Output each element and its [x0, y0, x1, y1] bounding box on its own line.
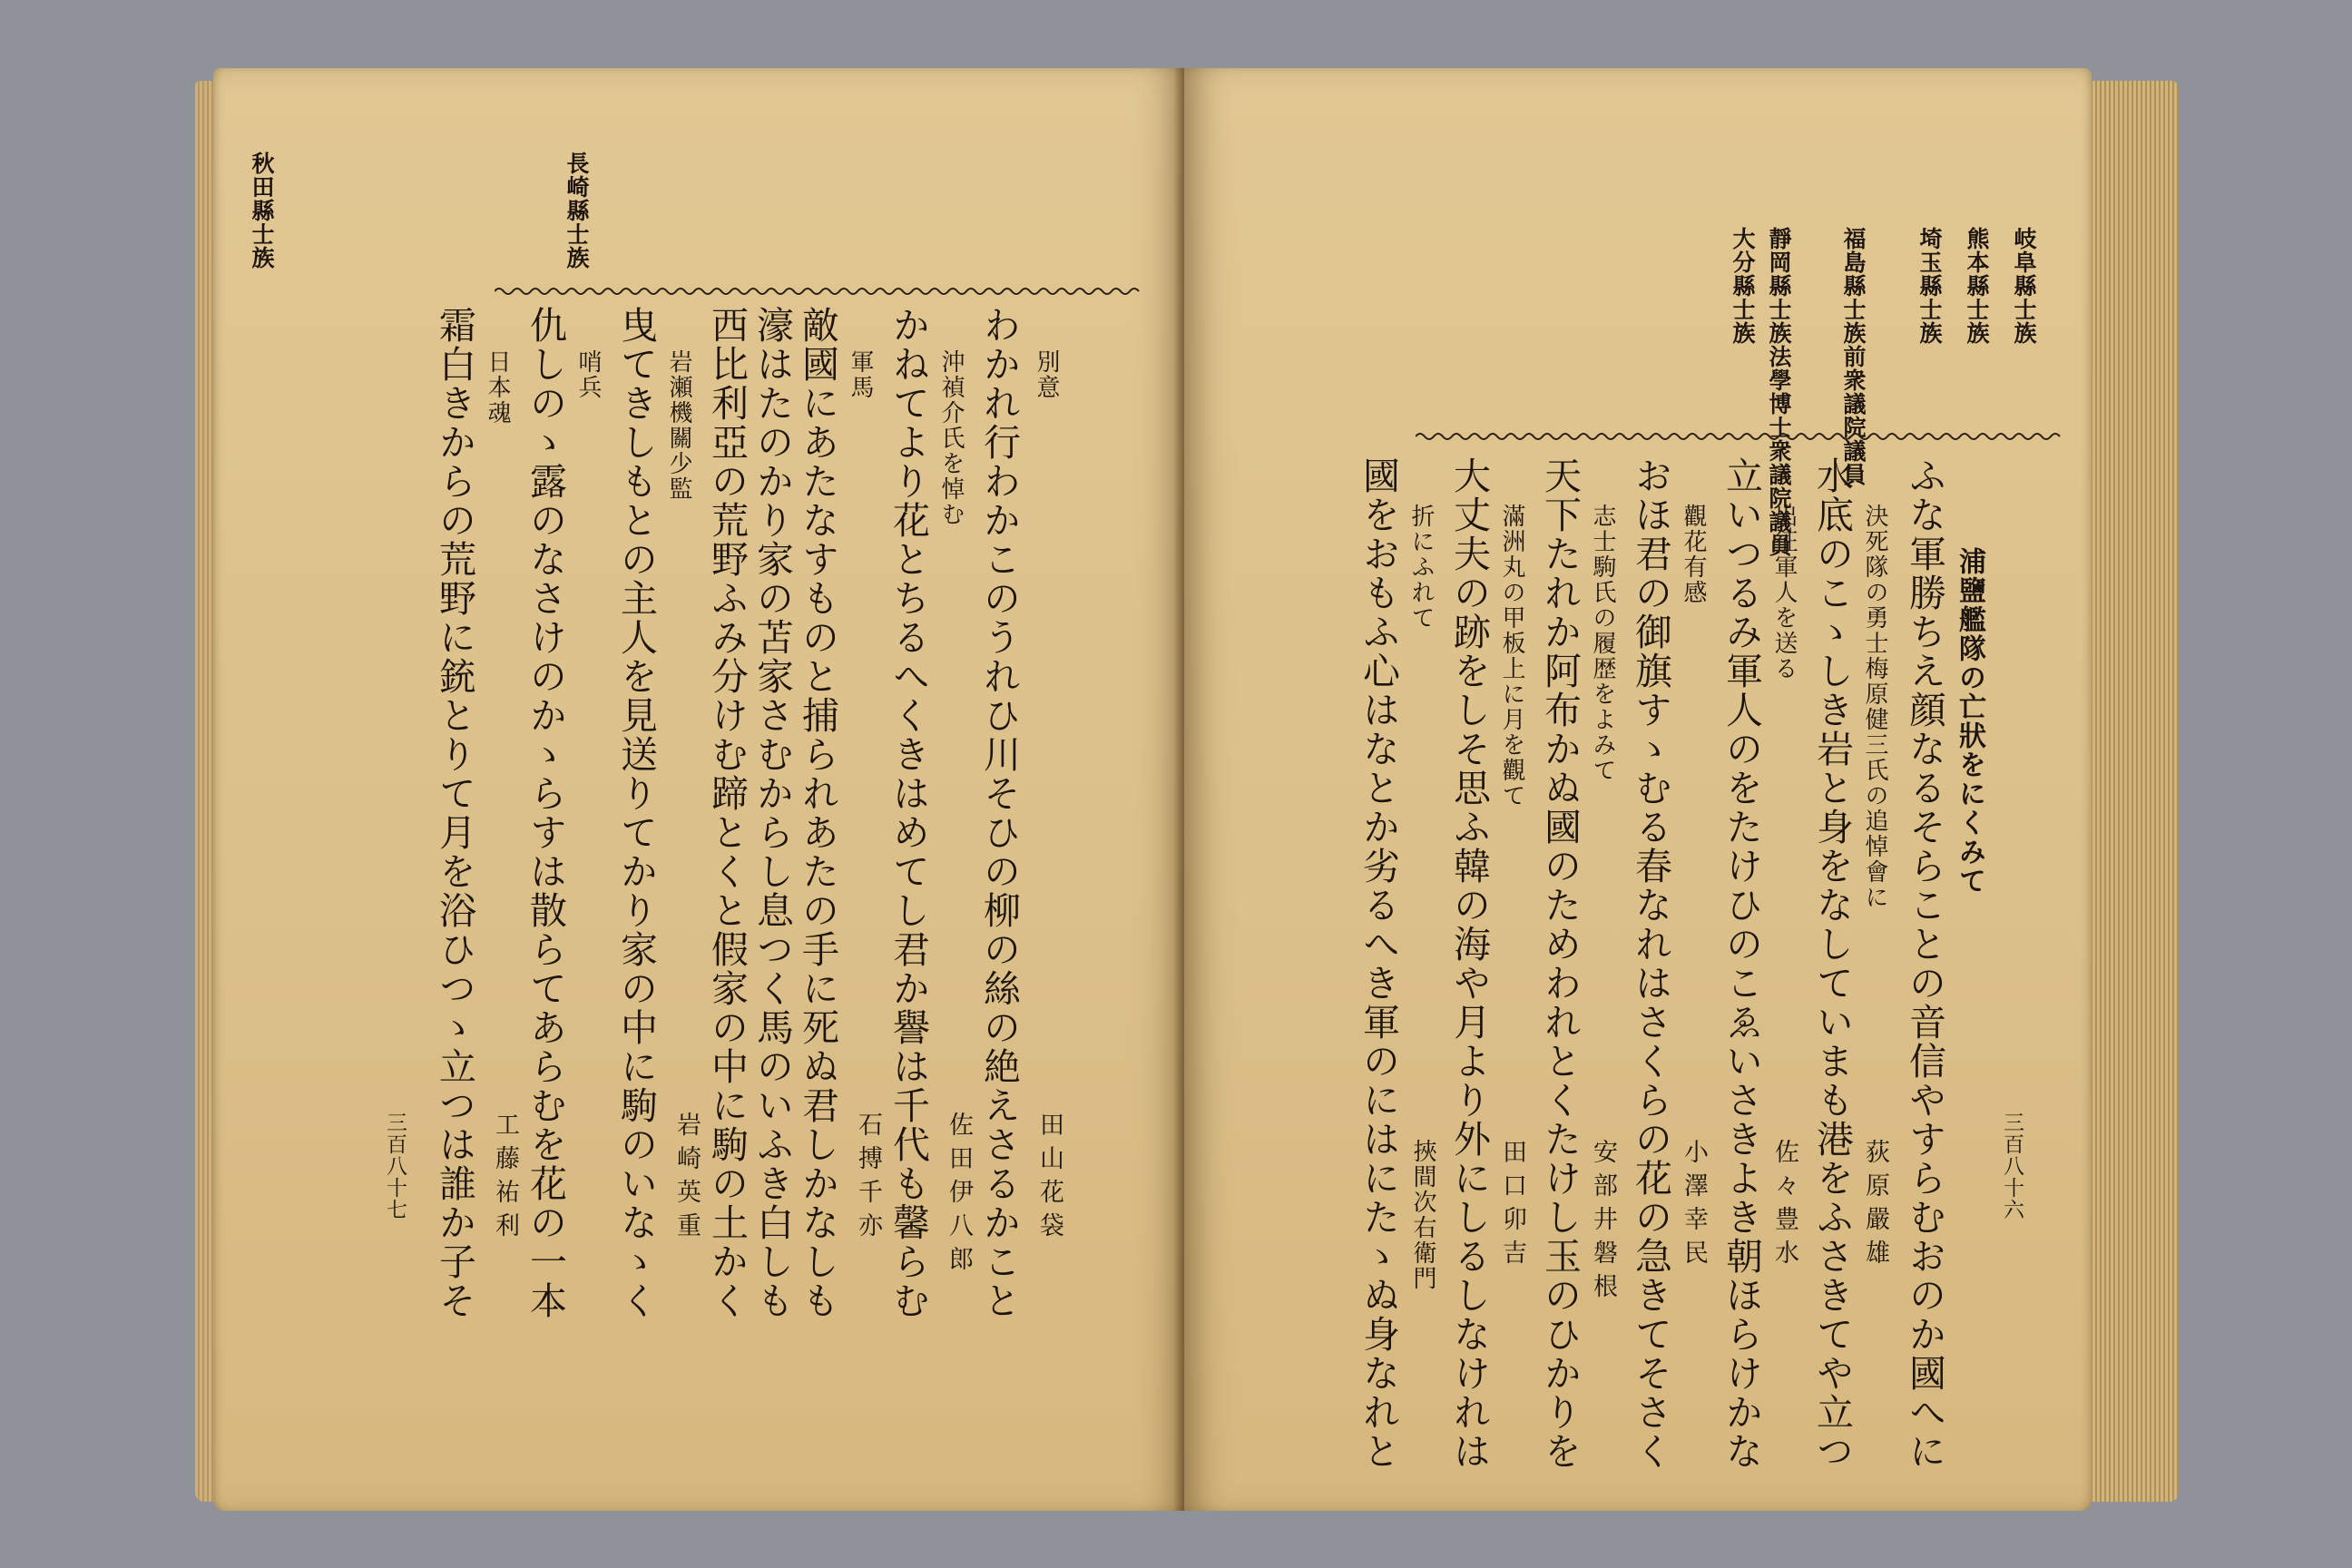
poem-line: 霜白きからの荒野に銃とりて月を浴ひつゝ立つは誰か子そ — [433, 306, 476, 1320]
author-name: 安部井磐根 — [1589, 1139, 1617, 1307]
poem-title: 軍馬 — [847, 349, 874, 400]
author-name: 荻原嚴雄 — [1861, 1139, 1889, 1273]
header-affiliation: 埼玉縣士族 — [1916, 227, 1943, 345]
poem-line: 立いつるみ軍人のをたけひのこゑいさきよき朝ほらけかな — [1720, 456, 1763, 1471]
poem-line: 天下たれか阿布かぬ國のためわれとくたけし玉のひかりを — [1538, 456, 1582, 1471]
author-name: 工藤祐利 — [491, 1112, 519, 1246]
right-page — [1184, 68, 2092, 1511]
poem-title: 志士駒氏の履歴をよみて — [1589, 504, 1616, 783]
poem-title: 決死隊の勇士梅原健三氏の追悼會に — [1861, 504, 1888, 910]
header-divider-wavy — [495, 284, 1148, 299]
header-divider-wavy — [1416, 429, 2069, 444]
page-number: 三百八十六 — [2000, 1112, 2024, 1220]
poem-title: 浦鹽艦隊の亡狀をにくみて — [1954, 547, 1985, 896]
header-affiliation: 長崎縣士族 — [564, 152, 590, 270]
poem-line: 仇しのゝ露のなさけのかゝらすは散らてあらむを花の一本 — [524, 306, 567, 1320]
left-page — [213, 68, 1184, 1511]
poem-title: 滿洲丸の甲板上に月を觀て — [1498, 504, 1525, 808]
author-name: 佐々豊水 — [1770, 1139, 1798, 1273]
poem-line: わかれ行わかこのうれひ川そひの柳の絲の絶えさるかこと — [977, 306, 1021, 1320]
poem-title: 岩瀬機關少監 — [665, 349, 692, 502]
poem-line: 大丈夫の跡をしそ思ふ韓の海や月より外にしるしなけれは — [1447, 456, 1491, 1471]
header-affiliation: 岐阜縣士族 — [2011, 227, 2037, 345]
poem-title: 折にふれて — [1407, 504, 1435, 631]
header-affiliation: 靜岡縣士族法學博士衆議院議員 — [1766, 227, 1792, 557]
poem-line: おほ君の御旗すゝむる春なれはさくらの花の急きてそさく — [1629, 456, 1672, 1471]
poem-line: ふな軍勝ちえ顔なるそらことの音信やすらむおのか國へに — [1903, 456, 1946, 1471]
right-page-edges — [2088, 81, 2179, 1502]
header-affiliation: 熊本縣士族 — [1964, 227, 1990, 345]
author-name: 石搏千亦 — [854, 1112, 882, 1246]
poem-line: 曳てきしもとの主人を見送りてかり家の中に駒のいなゝく — [614, 306, 658, 1320]
poem-title: 沖禎介氏を悼む — [937, 349, 965, 527]
author-name: 挾間次右衛門 — [1409, 1139, 1436, 1291]
author-name: 小澤幸民 — [1680, 1139, 1708, 1273]
header-affiliation: 大分縣士族 — [1730, 227, 1756, 345]
page-number: 三百八十七 — [383, 1112, 407, 1220]
poem-line: 濠はたのかり家の苫家さむからし息つく馬のいふき白しも — [750, 306, 794, 1320]
poem-title: 別意 — [1033, 349, 1060, 400]
open-book — [195, 59, 2191, 1529]
author-name: 佐田伊八郎 — [945, 1112, 973, 1279]
poem-title: 觀花有感 — [1680, 504, 1707, 605]
header-affiliation: 福島縣士族前衆議院議員 — [1840, 227, 1867, 486]
author-name: 岩崎英重 — [672, 1112, 701, 1246]
author-name: 田山花袋 — [1035, 1112, 1063, 1246]
poem-line: 西比利亞の荒野ふみ分けむ蹄とくと假家の中に駒の土かく — [705, 306, 749, 1320]
poem-title: 哨兵 — [574, 349, 602, 400]
poem-line: 水底のこゝしき岩と身をなしていまも港をふさきてや立つ — [1810, 456, 1854, 1471]
poem-title: 出征軍人を送る — [1770, 504, 1798, 681]
author-name: 田口卯吉 — [1498, 1139, 1526, 1273]
poem-line: 敵國にあたなすものと捕られあたの手に死ぬ君しかなしも — [796, 306, 839, 1320]
poem-line: 國をおもふ心はなとか劣るへき軍のにはにたゝぬ身なれと — [1357, 456, 1400, 1471]
poem-title: 日本魂 — [484, 349, 511, 426]
header-affiliation: 秋田縣士族 — [249, 152, 275, 270]
poem-line: かねてより花とちるへくきはめてし君か譽は千代も馨らむ — [887, 306, 930, 1320]
